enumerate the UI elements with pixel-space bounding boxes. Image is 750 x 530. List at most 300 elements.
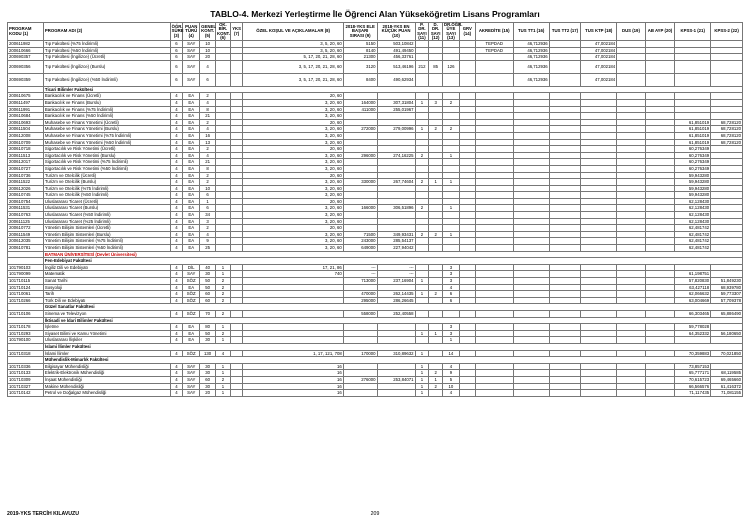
table-cell [645,54,675,61]
table-cell [243,337,343,344]
program-name: Elektrik-Elektronik Mühendisliği [43,370,170,377]
table-cell [443,165,460,172]
table-cell: 4 [170,179,183,186]
table-cell: 30 [200,383,216,390]
table-cell [617,93,646,100]
table-cell: 310,89632 [377,350,415,357]
table-cell [617,41,646,48]
table-cell [377,284,415,291]
table-row [8,363,743,370]
table-cell [459,159,475,166]
table-cell: 237,16904 [377,278,415,285]
table-cell: 68,728120 [711,126,743,133]
table-cell [459,146,475,153]
table-row [8,165,743,172]
table-cell: 558000 [343,310,377,317]
table-cell: 14 [443,350,460,357]
table-cell [475,54,513,61]
table-cell [513,278,549,285]
table-cell: SAY [183,41,200,48]
program-name: Uluslararası Ticaret (%50 İndirimli) [43,212,170,219]
table-cell [230,60,243,73]
program-name: Muhasebe ve Finans Yönetimi (Ücretli) [43,119,170,126]
table-cell: 4 [200,231,216,238]
table-cell: 47,002184 [581,47,617,54]
table-cell: 330000 [343,179,377,186]
program-name: Turizm ve Otelcilik (%75 İndirimli) [43,185,170,192]
table-cell: 6 [200,192,216,199]
table-cell [711,54,743,61]
table-cell [617,337,646,344]
table-cell [459,172,475,179]
table-cell: 60,276349 [675,165,711,172]
program-code: 200611125 [8,218,44,225]
table-cell [459,383,475,390]
table-cell [443,47,460,54]
table-cell [343,337,377,344]
table-cell: 1 [216,370,231,377]
table-cell [711,41,743,48]
table-cell [216,179,231,186]
table-cell [429,297,443,304]
table-cell [429,271,443,278]
program-name: Muhasebe ve Finans Yönetimi (Burslu) [43,126,170,133]
table-cell [711,238,743,245]
table-cell [513,185,549,192]
table-cell: 1 [216,390,231,397]
table-cell [415,192,429,199]
table-cell [513,350,549,357]
table-cell [230,172,243,179]
table-cell: 2 [443,99,460,106]
table-cell: 491,49450 [377,47,415,54]
table-cell: 3, 20, 60 [243,126,343,133]
table-cell: 503,10842 [377,41,415,48]
table-cell [230,205,243,212]
faculty-name: İktisadi ve İdari Bilimler Fakültesi [43,317,742,324]
table-cell: 2 [216,330,231,337]
table-cell [581,152,617,159]
table-cell: 262,14435 [377,291,415,298]
table-cell [645,284,675,291]
table-cell [459,297,475,304]
table-cell: 4 [170,225,183,232]
table-cell [377,330,415,337]
program-code: 101710178 [8,324,44,331]
table-cell [549,192,581,199]
table-cell [549,165,581,172]
table-cell: 50 [200,330,216,337]
table-cell [645,113,675,120]
table-cell [581,212,617,219]
program-name: Sinema ve Televizyon [43,310,170,317]
table-cell [581,363,617,370]
program-name: İşletme [43,324,170,331]
table-cell [581,376,617,383]
table-cell: 4 [170,185,183,192]
table-cell: 252,40558 [377,310,415,317]
table-cell: 60 [200,376,216,383]
table-cell [711,218,743,225]
table-cell [377,383,415,390]
table-cell [711,324,743,331]
table-cell: 4 [170,159,183,166]
table-cell [8,357,44,364]
table-cell [459,231,475,238]
table-cell: 2 [216,284,231,291]
table-cell [429,218,443,225]
table-cell [216,113,231,120]
table-cell [343,172,377,179]
table-cell [475,165,513,172]
table-cell [617,146,646,153]
table-cell: 2 [200,146,216,153]
table-cell [549,390,581,397]
table-cell [243,297,343,304]
table-cell [617,245,646,252]
table-cell: 61,851019 [675,139,711,146]
table-cell [711,264,743,271]
table-cell [459,132,475,139]
table-cell [549,159,581,166]
table-cell [711,337,743,344]
faculty-header-row [8,304,743,311]
table-cell [475,139,513,146]
table-cell: 62,128430 [675,205,711,212]
table-row [8,172,743,179]
table-cell: 73,857153 [675,363,711,370]
table-cell [645,218,675,225]
program-name: Makine Mühendisliği [43,383,170,390]
table-cell [429,337,443,344]
table-cell: 4 [170,284,183,291]
table-cell [415,310,429,317]
table-cell [429,350,443,357]
table-cell [549,139,581,146]
table-cell: 1 [216,337,231,344]
table-cell [415,212,429,219]
table-cell [459,41,475,48]
table-cell [343,370,377,377]
table-cell [443,73,460,86]
faculty-name: Fen-Edebiyat Fakültesi [43,258,742,265]
table-cell [617,212,646,219]
table-cell [443,198,460,205]
program-name: Sosyoloji [43,284,170,291]
faculty-header-row [8,343,743,350]
table-cell [645,126,675,133]
program-name: Sigortacılık ve Risk Yönetimi (%75 İndirimli) [43,159,170,166]
table-cell [675,99,711,106]
table-cell: 255,01967 [377,106,415,113]
table-cell: 71,117435 [675,390,711,397]
table-cell: EA [183,165,200,172]
table-cell: SÖZ [183,291,200,298]
table-cell [549,126,581,133]
column-header: AB AYP (20) [645,23,675,41]
table-cell [377,146,415,153]
table-cell: 4 [170,310,183,317]
table-cell: 30 [200,337,216,344]
table-cell [617,284,646,291]
table-cell [645,146,675,153]
column-header: PUAN TÜRÜ (4) [183,23,200,41]
table-cell [459,271,475,278]
table-cell: 3 [200,218,216,225]
table-cell: EA [183,179,200,186]
table-cell [617,139,646,146]
table-cell [343,159,377,166]
table-cell [711,231,743,238]
column-header: ÖZEL KOŞUL VE AÇIKLAMALAR (8) [243,23,343,41]
table-cell [343,165,377,172]
program-name: Turizm ve Otelcilik (%50 İndirimli) [43,192,170,199]
table-cell: 295000 [343,297,377,304]
table-cell: SAY [183,383,200,390]
table-cell: 1 [415,330,429,337]
table-cell: EA [183,139,200,146]
table-cell [429,132,443,139]
table-cell: 2 [216,278,231,285]
table-cell [549,60,581,73]
table-cell: 8140 [343,47,377,54]
table-cell: 170000 [343,350,377,357]
table-cell [513,291,549,298]
table-cell: 47,002184 [581,73,617,86]
table-cell [711,106,743,113]
program-code: 200610754 [8,198,44,205]
table-cell [216,159,231,166]
table-cell [675,337,711,344]
table-cell: 2 [415,179,429,186]
table-cell [443,41,460,48]
table-cell [216,132,231,139]
table-cell [230,146,243,153]
table-cell [617,271,646,278]
table-cell [8,304,44,311]
table-cell [377,119,415,126]
table-cell [475,390,513,397]
table-cell [459,99,475,106]
table-cell: 17, 21, 86 [243,264,343,271]
table-cell: EA [183,159,200,166]
table-cell: 62,128430 [675,198,711,205]
table-cell: SÖZ [183,297,200,304]
table-cell: EA [183,218,200,225]
table-cell [617,383,646,390]
table-cell: 5 [443,376,460,383]
table-cell: 3, 20, 60 [243,106,343,113]
table-cell [343,113,377,120]
program-code: 101790100 [8,337,44,344]
table-cell: 1 [429,330,443,337]
table-cell [475,205,513,212]
table-cell [459,238,475,245]
table-cell [243,278,343,285]
table-cell [415,198,429,205]
table-cell [513,218,549,225]
table-cell: 4 [170,93,183,100]
table-cell: 3, 20, 60 [243,159,343,166]
table-cell: 1 [415,126,429,133]
table-cell [675,93,711,100]
table-cell [475,93,513,100]
table-cell [377,113,415,120]
table-cell: 70,021850 [711,350,743,357]
table-cell: 85 [429,60,443,73]
table-cell: 60,276349 [675,152,711,159]
table-cell [443,139,460,146]
table-cell [443,238,460,245]
table-cell [343,146,377,153]
table-cell [459,113,475,120]
table-cell [475,264,513,271]
table-cell [230,310,243,317]
table-cell [230,198,243,205]
table-cell: 1 [443,231,460,238]
table-cell: --- [343,264,377,271]
table-cell: 60 [200,291,216,298]
table-cell [711,212,743,219]
table-cell: 21 [200,113,216,120]
table-cell: 513,46196 [377,60,415,73]
table-cell [549,47,581,54]
table-cell: EA [183,212,200,219]
table-cell: EA [183,205,200,212]
table-cell [645,350,675,357]
table-cell [475,376,513,383]
column-header: 2018-YKS ELE BAŞARI SIRASI (9) [343,23,377,41]
table-cell [675,47,711,54]
faculty-name: Ticari Bilimler Fakültesi [43,86,742,93]
table-cell [617,350,646,357]
program-code: 200611504 [8,126,44,133]
table-cell [429,238,443,245]
table-cell: 4 [170,113,183,120]
program-code: 200610693 [8,119,44,126]
program-name: Turizm ve Otelcilik (Burslu) [43,179,170,186]
table-cell [581,310,617,317]
table-cell [645,212,675,219]
table-cell [711,93,743,100]
table-cell: 16 [200,132,216,139]
table-cell [617,238,646,245]
table-cell: 66,303465 [675,310,711,317]
table-cell [513,271,549,278]
table-cell: 50 [200,278,216,285]
table-cell [549,238,581,245]
table-cell [581,284,617,291]
program-code: 200610745 [8,192,44,199]
table-cell [581,179,617,186]
table-cell: 62,481742 [675,225,711,232]
table-cell: 2 [200,119,216,126]
table-cell: 4 [170,337,183,344]
table-cell [216,205,231,212]
table-cell [377,192,415,199]
table-cell: 1 [415,99,429,106]
program-code: 200690359 [8,73,44,86]
program-name: Sigortacılık ve Risk Yönetimi (Burslu) [43,152,170,159]
table-cell [513,152,549,159]
table-row [8,337,743,344]
table-cell [645,139,675,146]
table-cell [581,139,617,146]
table-cell [513,370,549,377]
table-row [8,119,743,126]
table-cell [443,93,460,100]
table-cell [513,297,549,304]
table-cell [549,291,581,298]
table-cell [475,330,513,337]
table-cell [343,324,377,331]
table-cell: SÖZ [183,278,200,285]
table-cell [549,99,581,106]
table-cell [581,390,617,397]
table-cell: 61,851019 [675,126,711,133]
table-cell [377,172,415,179]
table-cell: EA [183,324,200,331]
table-cell: 62,066632 [675,291,711,298]
table-cell [459,376,475,383]
table-cell [581,192,617,199]
table-cell [581,278,617,285]
table-row [8,73,743,86]
table-cell [581,172,617,179]
table-cell [549,54,581,61]
table-cell [377,165,415,172]
table-cell: 4 [170,297,183,304]
table-cell [711,172,743,179]
table-cell: EA [183,284,200,291]
table-cell: 2 [216,310,231,317]
table-cell [645,225,675,232]
table-cell: 6 [200,205,216,212]
table-cell [645,73,675,86]
table-cell [617,179,646,186]
table-cell [617,330,646,337]
column-header: GRV (14) [459,23,475,41]
table-cell: 3, 5, 20, 60 [243,47,343,54]
table-cell [415,139,429,146]
table-cell: EA [183,330,200,337]
table-cell [216,47,231,54]
program-name: Muhasebe ve Finans Yönetimi (%50 İndirimli) [43,139,170,146]
table-cell: 68,728120 [711,119,743,126]
table-cell [645,172,675,179]
table-cell: 2 [216,376,231,383]
table-cell [711,146,743,153]
table-cell [549,278,581,285]
table-cell [581,93,617,100]
table-cell: 3, 20, 60 [243,99,343,106]
table-cell [230,238,243,245]
table-cell: 4 [170,192,183,199]
table-cell [645,99,675,106]
table-cell: 10 [200,47,216,54]
table-row [8,47,743,54]
table-cell [475,99,513,106]
table-cell [429,139,443,146]
program-name: Tıp Fakültesi (İngilizce) (Ücretli) [43,54,170,61]
table-cell [443,132,460,139]
table-cell: 1 [415,291,429,298]
table-cell [475,291,513,298]
table-cell: 4 [170,231,183,238]
table-cell: 130 [200,350,216,357]
table-cell [459,278,475,285]
table-cell: 2 [429,370,443,377]
